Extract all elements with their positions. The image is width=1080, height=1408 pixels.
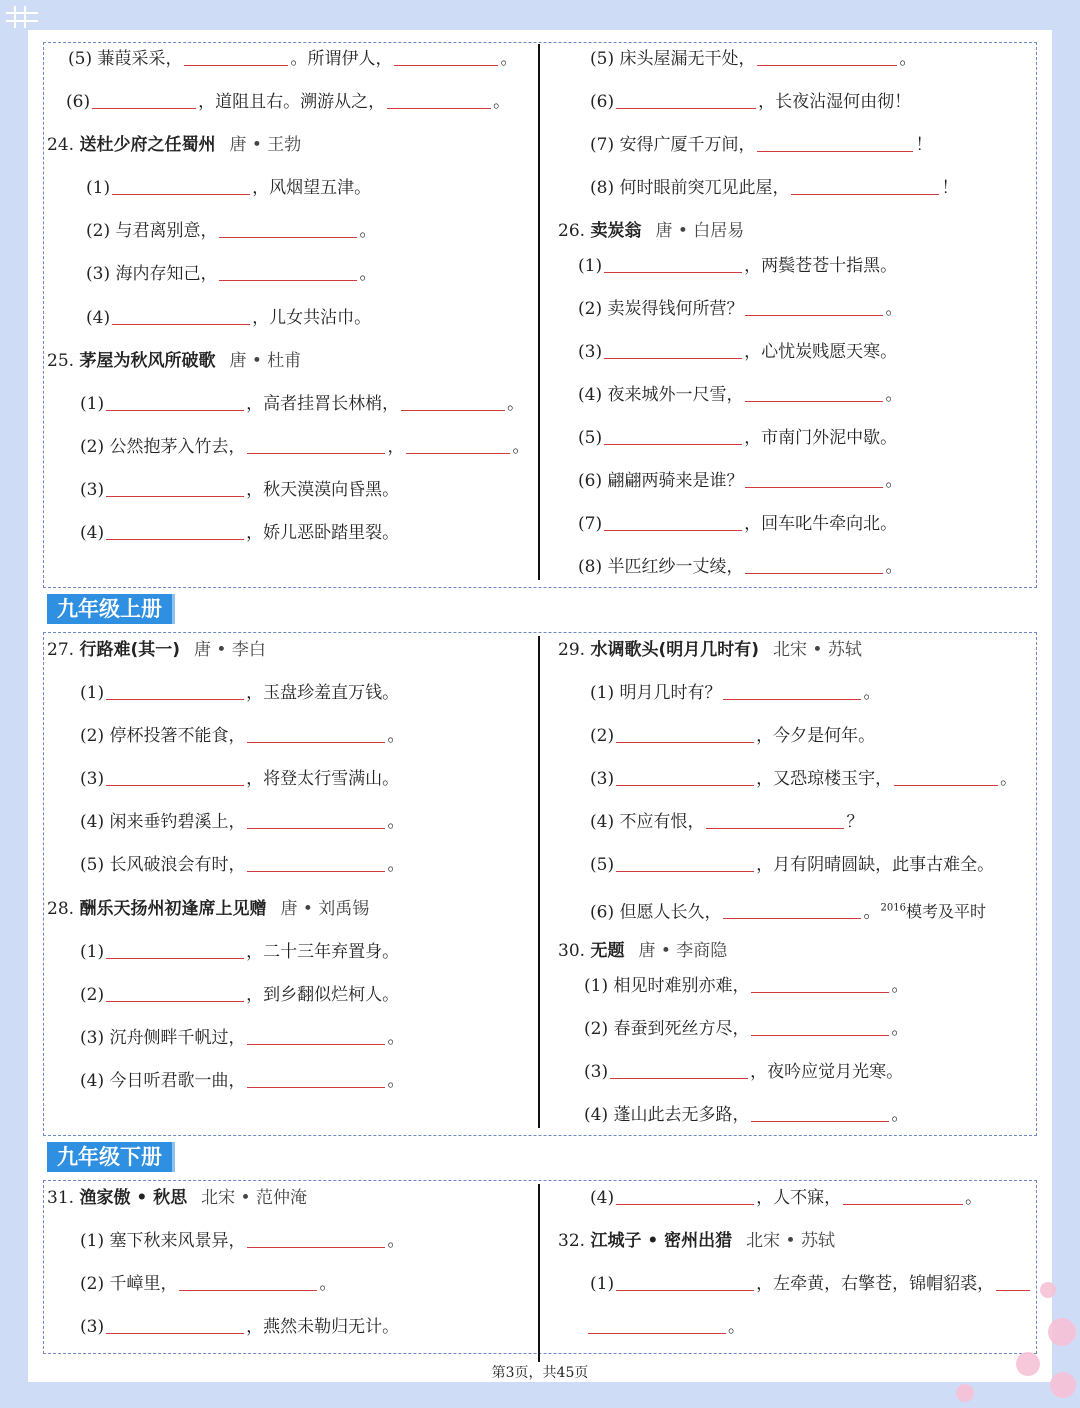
line-text: (5) [590, 855, 615, 875]
line-text: (4) 蓬山此去无多路， [584, 1105, 750, 1125]
answer-blank[interactable] [387, 94, 491, 109]
line-text: (6) [66, 92, 91, 112]
answer-blank[interactable] [894, 771, 998, 786]
answer-blank[interactable] [588, 1319, 726, 1334]
line-text: (7) 安得广厦千万间， [590, 135, 756, 155]
exercise-line [590, 768, 1017, 790]
answer-blank[interactable] [106, 771, 244, 786]
exercise-line [590, 1187, 982, 1209]
poem-number: 26. [558, 221, 586, 241]
answer-blank[interactable] [247, 439, 385, 454]
answer-blank[interactable] [610, 1064, 748, 1079]
line-text: (4) 闲来垂钓碧溪上， [80, 812, 246, 832]
line-text: (2) 卖炭得钱何所营？ [578, 299, 744, 319]
line-text: ，两鬓苍苍十指黑。 [744, 256, 898, 276]
line-text: (8) 半匹红纱一丈绫， [578, 557, 744, 577]
exercise-line [86, 220, 376, 242]
line-text: ，回车叱牛牵向北。 [744, 514, 898, 534]
line-text: 。 [891, 1105, 909, 1125]
line-text: ，又恐琼楼玉宇， [756, 769, 893, 789]
answer-blank[interactable] [247, 1233, 385, 1248]
column-divider [538, 44, 540, 580]
line-text: 。 [387, 1071, 405, 1091]
exercise-line [578, 470, 902, 492]
line-text: 。 [359, 221, 377, 241]
exercise-line [578, 556, 902, 578]
line-text: (8) 何时眼前突兀见此屋， [590, 178, 790, 198]
answer-blank[interactable] [616, 94, 756, 109]
exercise-line [68, 48, 517, 70]
answer-blank[interactable] [106, 987, 244, 1002]
section-heading-grade9-second: 九年级下册 [47, 1142, 175, 1172]
poem-title-29 [558, 639, 862, 661]
exercise-line [80, 1230, 404, 1252]
poem-author: 北宋 • 范仲淹 [201, 1188, 307, 1208]
exercise-line [80, 522, 399, 544]
line-text: (3) 海内存知己， [86, 264, 218, 284]
answer-blank[interactable] [757, 51, 897, 66]
exercise-line [80, 941, 399, 963]
line-text: 。所谓伊人， [290, 49, 393, 69]
line-text: ，秋天漠漠向昏黑。 [246, 480, 400, 500]
line-text: (4) 今日听君歌一曲， [80, 1071, 246, 1091]
line-text: 。 [885, 299, 903, 319]
poem-author: 唐 • 李商隐 [638, 941, 728, 961]
exercise-line [80, 393, 524, 415]
exercise-line [80, 984, 399, 1006]
line-text: (5) 床头屋漏无干处， [590, 49, 756, 69]
line-text: (2) 停杯投箸不能食， [80, 726, 246, 746]
corner-hash-icon [4, 4, 40, 30]
answer-blank[interactable] [112, 310, 250, 325]
poem-author: 北宋 • 苏轼 [746, 1231, 835, 1251]
exercise-line [80, 854, 404, 876]
line-text: 。 [863, 902, 881, 923]
line-text: ，风烟望五津。 [252, 178, 372, 198]
line-text: 。 [387, 1028, 405, 1048]
poem-title: 酬乐天扬州初逢席上见赠 [79, 899, 267, 919]
line-text: 。 [359, 264, 377, 284]
line-text: 。 [885, 557, 903, 577]
line-text: (3) 沉舟侧畔千帆过， [80, 1028, 246, 1048]
answer-blank[interactable] [751, 978, 889, 993]
line-text: 。 [1000, 769, 1018, 789]
exercise-line [86, 307, 371, 329]
line-text: (3) [590, 769, 615, 789]
exercise-line [80, 725, 404, 747]
line-text: (4) [590, 1188, 615, 1208]
line-text: 。 [728, 1317, 745, 1337]
line-text: ，人不寐， [756, 1188, 842, 1208]
line-text: (2) 公然抱茅入竹去， [80, 437, 246, 457]
answer-blank[interactable] [179, 1276, 317, 1291]
answer-blank[interactable] [401, 396, 505, 411]
line-text: ，娇儿恶卧踏里裂。 [246, 523, 400, 543]
line-text: ，道阻且右。溯游从之， [198, 92, 386, 112]
answer-blank[interactable] [996, 1276, 1030, 1291]
poem-number: 30. [558, 941, 586, 961]
exercise-line [586, 1316, 745, 1338]
poem-title: 水调歌头(明月几时有) [590, 640, 759, 660]
exam-note-year: 2016 [880, 903, 906, 914]
answer-blank[interactable] [106, 525, 244, 540]
poem-title: 茅屋为秋风所破歌 [79, 351, 216, 371]
answer-blank[interactable] [616, 1190, 754, 1205]
answer-blank[interactable] [247, 814, 385, 829]
line-text: (5) 长风破浪会有时， [80, 855, 246, 875]
line-text: 。 [387, 726, 405, 746]
poem-number: 28. [47, 899, 75, 919]
line-text: (1) 塞下秋来风景异， [80, 1231, 246, 1251]
answer-blank[interactable] [604, 516, 742, 531]
poem-number: 31. [47, 1188, 75, 1208]
exercise-line [80, 479, 399, 501]
exercise-line [80, 682, 399, 704]
exercise-line [584, 1018, 908, 1040]
answer-blank[interactable] [106, 685, 244, 700]
exercise-line [80, 1027, 404, 1049]
line-text: 。 [387, 812, 405, 832]
poem-title-28 [47, 898, 369, 920]
line-text: (1) [590, 1274, 615, 1294]
line-text: 。 [507, 394, 525, 414]
exercise-line [590, 48, 916, 70]
answer-blank[interactable] [616, 857, 754, 872]
exercise-line [80, 1316, 399, 1338]
poem-author: 唐 • 刘禹锡 [280, 899, 370, 919]
line-text: (6) 翩翩两骑来是谁？ [578, 471, 744, 491]
line-text: 。 [512, 437, 530, 457]
answer-blank[interactable] [106, 1319, 244, 1334]
answer-blank[interactable] [219, 223, 357, 238]
answer-blank[interactable] [247, 1030, 385, 1045]
answer-blank[interactable] [247, 728, 385, 743]
line-text: 。 [863, 683, 881, 703]
page-number: 第3页，共45页 [491, 1365, 589, 1381]
line-text: (5) [578, 428, 603, 448]
answer-blank[interactable] [406, 439, 510, 454]
poem-author: 唐 • 李白 [194, 640, 266, 660]
poem-title-27 [47, 639, 266, 661]
answer-blank[interactable] [791, 180, 939, 195]
answer-blank[interactable] [757, 137, 913, 152]
line-text: 。 [885, 385, 903, 405]
answer-blank[interactable] [751, 1107, 889, 1122]
line-text: (4) [80, 523, 105, 543]
answer-blank[interactable] [616, 728, 754, 743]
poem-title: 卖炭翁 [590, 221, 642, 241]
exercise-line [584, 1104, 908, 1126]
line-text: ，月有阴晴圆缺，此事古难全。 [756, 855, 995, 875]
line-text: ，市南门外泥中歇。 [744, 428, 898, 448]
answer-blank[interactable] [616, 771, 754, 786]
line-text: (3) [584, 1062, 609, 1082]
line-text: (4) [86, 308, 111, 328]
line-text: ，二十三年弃置身。 [246, 942, 400, 962]
exercise-line [590, 177, 958, 199]
line-text: (5) 蒹葭采采， [68, 49, 183, 69]
exercise-line [578, 341, 897, 363]
exam-note [880, 902, 985, 921]
line-text: ，玉盘珍羞直万钱。 [246, 683, 400, 703]
answer-blank[interactable] [604, 258, 742, 273]
line-text: 。 [899, 49, 917, 69]
exercise-line [578, 255, 897, 277]
line-text: (4) 夜来城外一尺雪， [578, 385, 744, 405]
line-text: ！ [941, 178, 959, 198]
answer-blank[interactable] [706, 814, 844, 829]
answer-blank[interactable] [184, 51, 288, 66]
answer-blank[interactable] [247, 857, 385, 872]
exercise-line [578, 384, 902, 406]
line-text: 。 [500, 49, 518, 69]
exercise-line [80, 768, 399, 790]
exercise-line [86, 263, 376, 285]
line-text: (3) [80, 769, 105, 789]
line-text: ，心忧炭贱愿天寒。 [744, 342, 898, 362]
line-text: (1) [80, 942, 105, 962]
exam-note-text: 模考及平时 [905, 902, 986, 922]
answer-blank[interactable] [745, 559, 883, 574]
line-text: (1) [578, 256, 603, 276]
line-text: (1) 明月几时有？ [590, 683, 722, 703]
column-divider [538, 636, 540, 1128]
exercise-line [590, 811, 863, 833]
exercise-line [66, 91, 510, 113]
poem-title-31 [47, 1187, 307, 1209]
line-text: (2) [590, 726, 615, 746]
line-text: 。 [891, 976, 909, 996]
line-text: (7) [578, 514, 603, 534]
line-text: (3) [80, 480, 105, 500]
line-text: ，左牵黄，右擎苍，锦帽貂裘， [756, 1274, 995, 1294]
line-text: ？ [846, 812, 864, 832]
exercise-line [590, 134, 932, 156]
poem-author: 唐 • 杜甫 [229, 351, 302, 371]
line-text: (3) [80, 1317, 105, 1337]
poem-title-24 [47, 134, 301, 156]
poem-title: 送杜少府之任蜀州 [79, 135, 216, 155]
line-text: 。 [319, 1274, 337, 1294]
line-text: ， [387, 437, 405, 457]
line-text: 。 [885, 471, 903, 491]
answer-blank[interactable] [843, 1190, 963, 1205]
answer-blank[interactable] [106, 944, 244, 959]
line-text: (2) 与君离别意， [86, 221, 218, 241]
poem-number: 24. [47, 135, 75, 155]
exercise-line [80, 811, 404, 833]
answer-blank[interactable] [219, 266, 357, 281]
answer-blank[interactable] [723, 904, 861, 919]
poem-title: 江城子 • 密州出猎 [590, 1231, 733, 1251]
poem-title: 无题 [590, 941, 625, 961]
exercise-line [578, 513, 897, 535]
line-text: 。 [965, 1188, 983, 1208]
line-text: (1) [80, 683, 105, 703]
line-text: 。 [891, 1019, 909, 1039]
exercise-line [80, 1070, 404, 1092]
line-text: 。 [387, 855, 405, 875]
answer-blank[interactable] [247, 1073, 385, 1088]
answer-blank[interactable] [745, 387, 883, 402]
exercise-line [590, 725, 875, 747]
line-text: 。 [387, 1231, 405, 1251]
answer-blank[interactable] [604, 344, 742, 359]
poem-number: 25. [47, 351, 75, 371]
exercise-line [578, 427, 897, 449]
line-text: (6) [590, 92, 615, 112]
poem-number: 27. [47, 640, 75, 660]
poem-author: 唐 • 王勃 [229, 135, 302, 155]
poem-title-25 [47, 350, 301, 372]
poem-author: 唐 • 白居易 [655, 221, 745, 241]
line-text: ，今夕是何年。 [756, 726, 876, 746]
answer-blank[interactable] [616, 1276, 754, 1291]
answer-blank[interactable] [92, 94, 196, 109]
poem-title-26 [558, 220, 744, 242]
answer-blank[interactable] [745, 301, 883, 316]
line-text: (1) [86, 178, 111, 198]
exercise-line [80, 1273, 336, 1295]
exercise-line [590, 854, 994, 876]
answer-blank[interactable] [394, 51, 498, 66]
answer-blank[interactable] [106, 482, 244, 497]
line-text: ！ [915, 135, 933, 155]
line-text: (2) 千嶂里， [80, 1274, 178, 1294]
exercise-line [590, 898, 986, 923]
line-text: ，夜吟应觉月光寒。 [750, 1062, 904, 1082]
exercise-line [584, 1061, 903, 1083]
answer-blank[interactable] [112, 180, 250, 195]
line-text: ，儿女共沾巾。 [252, 308, 372, 328]
column-divider [538, 1184, 540, 1362]
exercise-line [590, 91, 911, 113]
poem-number: 32. [558, 1231, 586, 1251]
line-text: 。 [493, 92, 511, 112]
line-text: (4) 不应有恨， [590, 812, 705, 832]
poem-title: 渔家傲 • 秋思 [79, 1188, 188, 1208]
line-text: (1) 相见时难别亦难， [584, 976, 750, 996]
answer-blank[interactable] [106, 396, 244, 411]
answer-blank[interactable] [723, 685, 861, 700]
line-text: ，将登太行雪满山。 [246, 769, 400, 789]
exercise-line [80, 436, 529, 458]
exercise-line [86, 177, 371, 199]
poem-title-32 [558, 1230, 835, 1252]
poem-title: 行路难(其一) [79, 640, 180, 660]
exercise-line [590, 682, 880, 704]
poem-title-30 [558, 940, 727, 962]
answer-blank[interactable] [751, 1021, 889, 1036]
line-text: ，到乡翻似烂柯人。 [246, 985, 400, 1005]
poem-number: 29. [558, 640, 586, 660]
exercise-line [590, 1273, 1032, 1295]
section-heading-grade9-first: 九年级上册 [47, 594, 175, 624]
line-text: (2) [80, 985, 105, 1005]
line-text: (3) [578, 342, 603, 362]
line-text: (1) [80, 394, 105, 414]
line-text: ，高者挂罥长林梢， [246, 394, 400, 414]
line-text: (2) 春蚕到死丝方尽， [584, 1019, 750, 1039]
answer-blank[interactable] [745, 473, 883, 488]
line-text: ，长夜沾湿何由彻！ [758, 92, 912, 112]
line-text: (6) 但愿人长久， [590, 902, 722, 923]
answer-blank[interactable] [604, 430, 742, 445]
exercise-line [584, 975, 908, 997]
exercise-line [578, 298, 902, 320]
poem-author: 北宋 • 苏轼 [773, 640, 862, 660]
line-text: ，燕然未勒归无计。 [246, 1317, 400, 1337]
